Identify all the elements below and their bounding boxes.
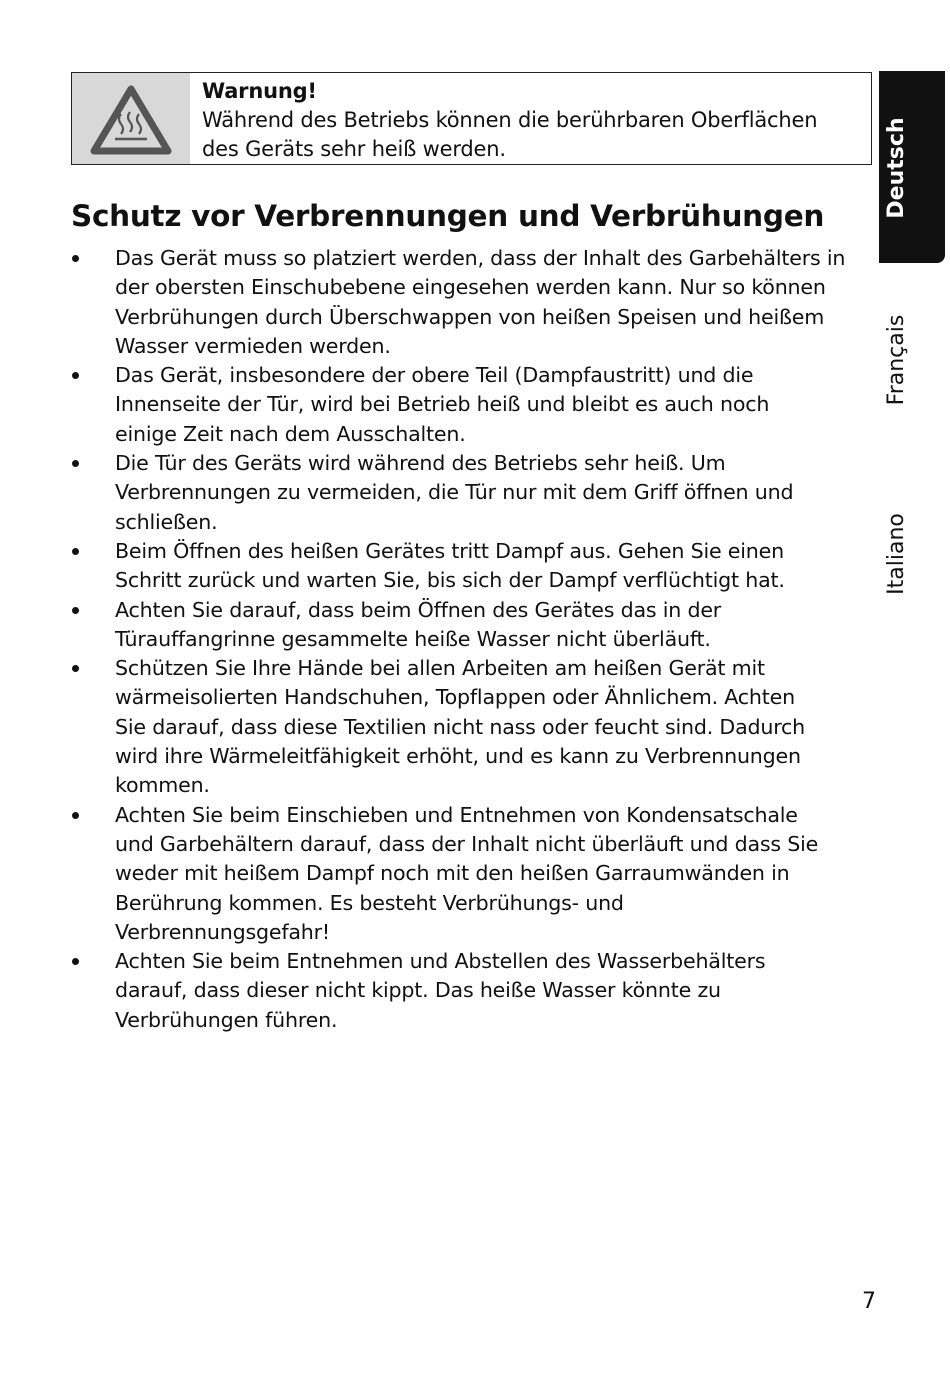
bullet-text-line: einige Zeit nach dem Ausschalten. [115, 421, 466, 446]
bullet-dot [72, 460, 79, 467]
bullet-text-line: Innenseite der Tür, wird bei Betrieb heiß und bleibt es auch noch [115, 392, 770, 417]
warning-text [202, 77, 861, 164]
bullet-text-line: Verbrennungsgefahr! [115, 919, 330, 944]
bullet-text-line: Türauffangrinne gesammelte heiße Wasser nicht überläuft. [115, 626, 711, 651]
bullet-text-line: Sie darauf, dass diese Textilien nicht nass oder feucht sind. Dadurch [115, 714, 805, 739]
bullet-text-line: darauf, dass dieser nicht kippt. Das heiße Wasser könnte zu [115, 978, 721, 1003]
bullet-text-line: Wasser vermieden werden. [115, 333, 391, 358]
warning-title: Warnung! [202, 79, 317, 103]
bullet-text-line: weder mit heißem Dampf noch mit den heißen Garraumwänden in [115, 861, 790, 886]
safety-bullet-list [71, 244, 881, 1035]
bullet-text-line: Das Gerät muss so platziert werden, dass der Inhalt des Garbehälters in [115, 246, 846, 270]
bullet-dot [72, 372, 79, 379]
bullet-text-line: Verbrennungen zu vermeiden, die Tür nur mit dem Griff öffnen und [115, 480, 794, 505]
bullet-item [71, 537, 881, 596]
section-title: Schutz vor Verbrennungen und Verbrühungen [71, 199, 825, 233]
bullet-item [71, 244, 881, 361]
bullet-item [71, 449, 881, 537]
bullet-text-line: Verbrühungen führen. [115, 1007, 338, 1032]
bullet-dot [72, 548, 79, 555]
warning-body-line: des Geräts sehr heiß werden. [202, 137, 506, 161]
bullet-text-line: Achten Sie darauf, dass beim Öffnen des Gerätes das in der [115, 597, 722, 622]
page-number: 7 [862, 1289, 876, 1314]
bullet-text-line: Die Tür des Geräts wird während des Betriebs sehr heiß. Um [115, 451, 726, 476]
bullet-text-line: der obersten Einschubebene eingesehen werden kann. Nur so können [115, 275, 826, 300]
bullet-dot [72, 812, 79, 819]
bullet-text-line: Berührung kommen. Es besteht Verbrühungs- und [115, 890, 624, 915]
bullet-item [71, 947, 881, 1035]
bullet-text-line: kommen. [115, 773, 210, 798]
bullet-text-line: Achten Sie beim Einschieben und Entnehmen von Kondensatschale [115, 802, 798, 827]
bullet-text-line: wärmeisolierten Handschuhen, Topflappen oder Ähnlichem. Achten [115, 685, 795, 710]
hot-surface-warning-icon [89, 84, 173, 156]
bullet-text-line: Schützen Sie Ihre Hände bei allen Arbeiten am heißen Gerät mit [115, 656, 765, 681]
bullet-dot [72, 255, 79, 262]
bullet-text-line: Achten Sie beim Entnehmen und Abstellen des Wasserbehälters [115, 949, 766, 974]
warning-icon-cell [72, 73, 190, 164]
bullet-dot [72, 665, 79, 672]
bullet-text-line: Das Gerät, insbesondere der obere Teil (Dampfaustritt) und die [115, 363, 754, 388]
bullet-item [71, 596, 881, 655]
bullet-text-line: und Garbehältern darauf, dass der Inhalt nicht überläuft und dass Sie [115, 831, 819, 856]
language-tab-italiano[interactable]: Italiano [884, 513, 909, 595]
warning-box [71, 72, 872, 165]
bullet-dot [72, 607, 79, 614]
warning-body-line: Während des Betriebs können die berührbaren Oberflächen [202, 108, 818, 132]
bullet-text-line: Verbrühungen durch Überschwappen von heißen Speisen und heißem [115, 304, 825, 329]
bullet-text-line: Schritt zurück und warten Sie, bis sich der Dampf verflüchtigt hat. [115, 568, 785, 593]
language-tab-deutsch[interactable]: Deutsch [884, 117, 909, 219]
bullet-text-line: schließen. [115, 509, 218, 534]
bullet-dot [72, 958, 79, 965]
bullet-item [71, 361, 881, 449]
bullet-item [71, 801, 881, 947]
bullet-text-line: wird ihre Wärmeleitfähigkeit erhöht, und es kann zu Verbrennungen [115, 744, 801, 769]
bullet-item [71, 654, 881, 800]
bullet-text-line: Beim Öffnen des heißen Gerätes tritt Dampf aus. Gehen Sie einen [115, 538, 784, 563]
language-tab-francais[interactable]: Français [884, 314, 909, 406]
